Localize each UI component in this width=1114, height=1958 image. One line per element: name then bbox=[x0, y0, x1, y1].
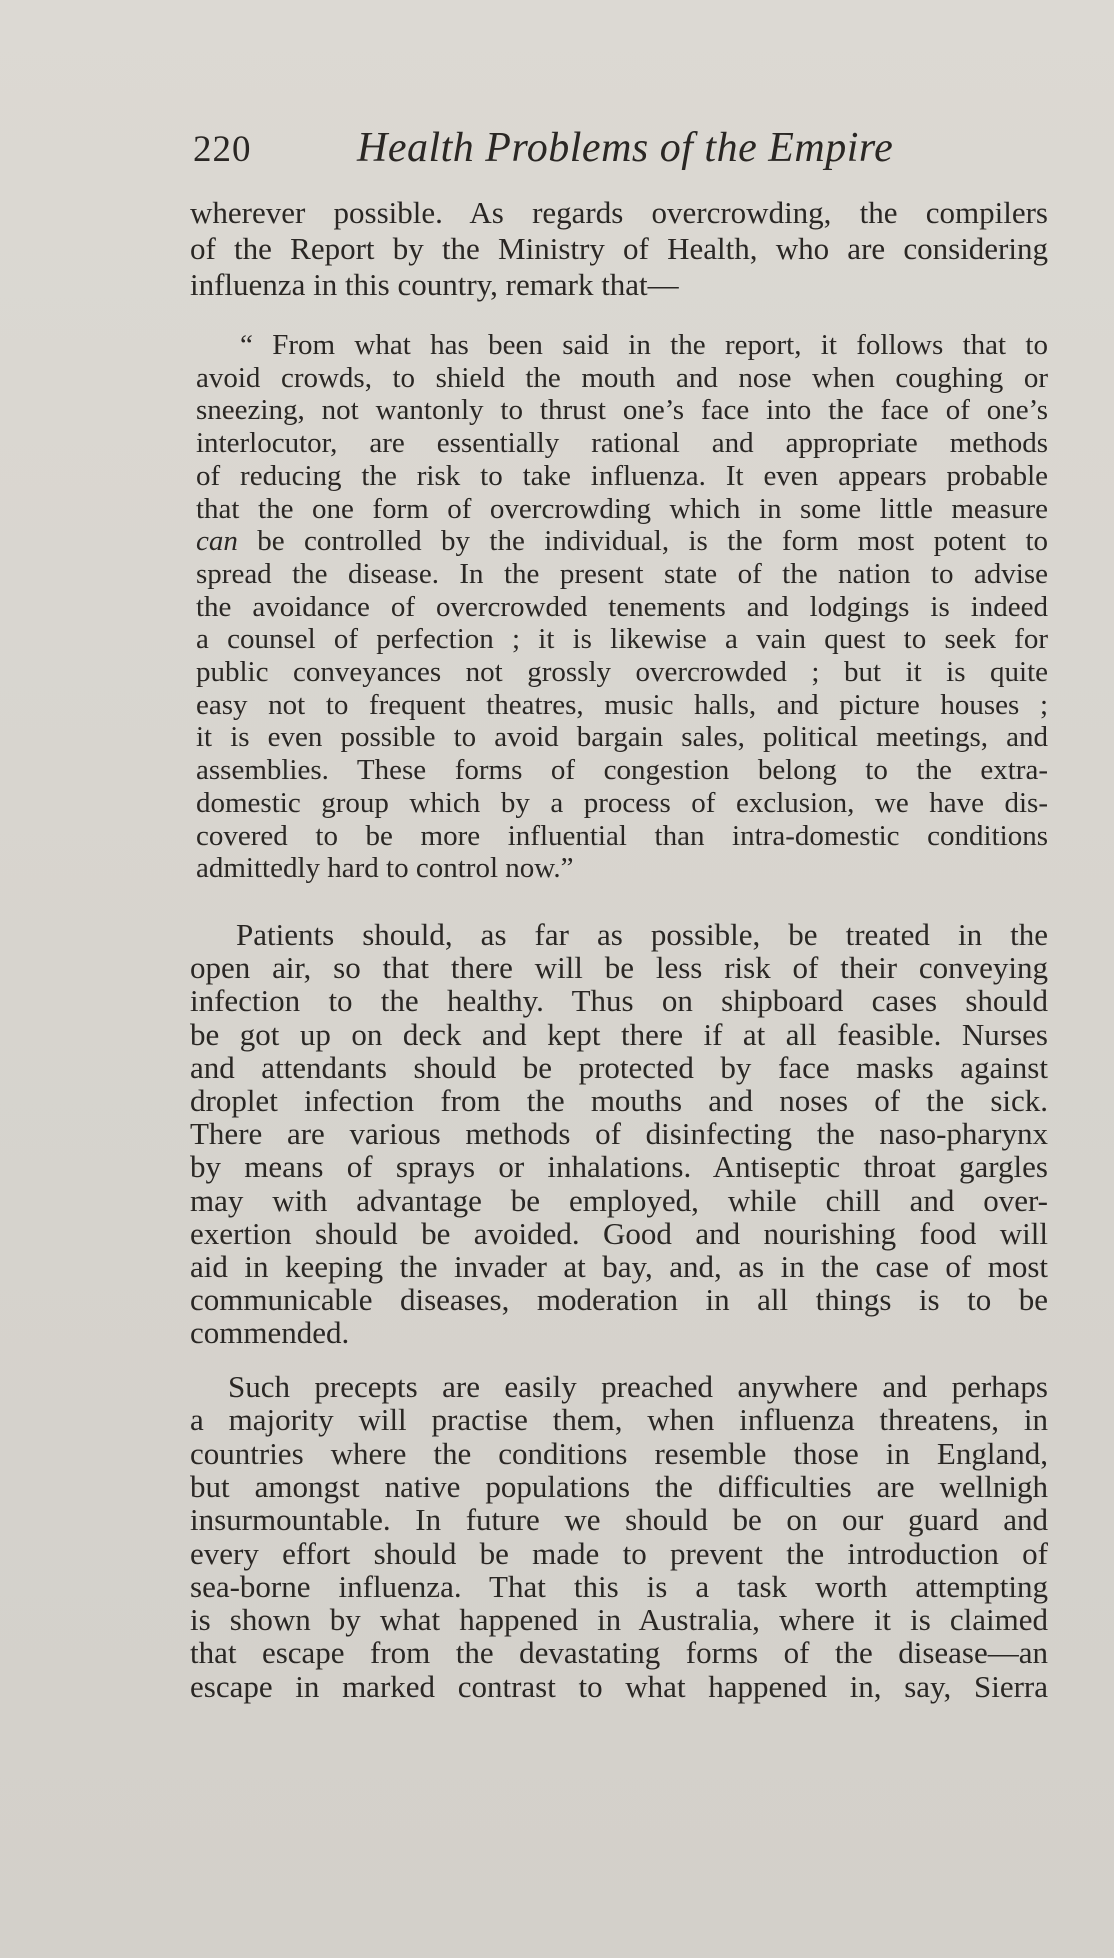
paragraph-3-line: every effort should be made to prevent the introduction of bbox=[190, 1536, 1048, 1571]
paragraph-2-line: exertion should be avoided. Good and nourishing food will bbox=[190, 1216, 1048, 1251]
paragraph-3-line: a majority will practise them, when influenza threatens, in bbox=[190, 1403, 1048, 1438]
paragraph-2-line: be got up on deck and kept there if at all feasible. Nurses bbox=[190, 1017, 1048, 1052]
paragraph-3-line: countries where the conditions resemble those in England, bbox=[190, 1436, 1048, 1471]
quotation-line: of reducing the risk to take influenza. It even appears probable bbox=[196, 460, 1048, 492]
quotation-line: domestic group which by a process of exclusion, we have dis- bbox=[196, 787, 1048, 819]
paragraph-3-line: is shown by what happened in Australia, where it is claimed bbox=[190, 1603, 1048, 1638]
quotation-line: “ From what has been said in the report, it follows that to bbox=[240, 330, 1048, 361]
page-number: 220 bbox=[193, 129, 252, 170]
italic-emphasis: can bbox=[196, 526, 238, 558]
quotation-line bbox=[196, 526, 1048, 558]
paragraph-2-line: communicable diseases, moderation in all things is to be bbox=[190, 1283, 1048, 1318]
quotation-line: the avoidance of overcrowded tenements and lodgings is indeed bbox=[196, 591, 1048, 623]
paragraph-2-line: commended. bbox=[190, 1315, 350, 1351]
quotation-line-text: be controlled by the individual, is the form most potent to bbox=[257, 526, 1048, 558]
paragraph-1-line: wherever possible. As regards overcrowding, the compilers bbox=[190, 196, 1048, 230]
paragraph-2-line: aid in keeping the invader at bay, and, as in the case of most bbox=[190, 1250, 1048, 1284]
paragraph-2-line: Patients should, as far as possible, be treated in the bbox=[236, 918, 1048, 952]
quotation-line: easy not to frequent theatres, music halls, and picture houses ; bbox=[196, 689, 1048, 721]
quotation-line: public conveyances not grossly overcrowded ; but it is quite bbox=[196, 657, 1048, 688]
quotation-line: covered to be more influential than intra-domestic conditions bbox=[196, 820, 1048, 852]
quotation-line: spread the disease. In the present state of the nation to advise bbox=[196, 558, 1048, 590]
paragraph-2-line: There are various methods of disinfecting the naso-pharynx bbox=[190, 1117, 1048, 1152]
paragraph-2-line: open air, so that there will be less risk of their conveying bbox=[190, 951, 1048, 986]
quotation-line: sneezing, not wantonly to thrust one’s face into the face of one’s bbox=[196, 395, 1048, 427]
paragraph-3-line: but amongst native populations the difficulties are wellnigh bbox=[190, 1469, 1048, 1504]
paragraph-2-line: and attendants should be protected by face masks against bbox=[190, 1050, 1048, 1085]
paragraph-3-line: insurmountable. In future we should be on our guard and bbox=[190, 1503, 1048, 1538]
quotation-line: it is even possible to avoid bargain sales, political meetings, and bbox=[196, 722, 1048, 754]
paragraph-3-line: that escape from the devastating forms of the disease—an bbox=[190, 1636, 1048, 1671]
paragraph-3-line: Such precepts are easily preached anywhere and perhaps bbox=[228, 1370, 1048, 1404]
paragraph-2-line: may with advantage be employed, while chill and over- bbox=[190, 1183, 1048, 1218]
paragraph-2-line: by means of sprays or inhalations. Antiseptic throat gargles bbox=[190, 1150, 1048, 1185]
page-header bbox=[193, 124, 1053, 184]
quotation-line: admittedly hard to control now.” bbox=[196, 852, 574, 885]
quotation-line: that the one form of overcrowding which in some little measure bbox=[196, 493, 1048, 525]
paragraph-2-line: droplet infection from the mouths and noses of the sick. bbox=[190, 1084, 1048, 1118]
paragraph-1-line: of the Report by the Ministry of Health, who are considering bbox=[190, 232, 1048, 266]
paragraph-2-line: infection to the healthy. Thus on shipboard cases should bbox=[190, 984, 1048, 1019]
running-title: Health Problems of the Empire bbox=[357, 125, 894, 171]
quotation-line: a counsel of perfection ; it is likewise a vain quest to seek for bbox=[196, 624, 1048, 656]
paragraph-3-line: sea-borne influenza. That this is a task worth attempting bbox=[190, 1569, 1048, 1604]
paragraph-1-line: influenza in this country, remark that— bbox=[190, 267, 679, 302]
quotation-line: assemblies. These forms of congestion belong to the extra- bbox=[196, 755, 1048, 787]
quotation-line: avoid crowds, to shield the mouth and nose when coughing or bbox=[196, 362, 1048, 394]
quotation-line: interlocutor, are essentially rational and appropriate methods bbox=[196, 428, 1048, 460]
paragraph-3-line: escape in marked contrast to what happened in, say, Sierra bbox=[190, 1669, 1048, 1704]
